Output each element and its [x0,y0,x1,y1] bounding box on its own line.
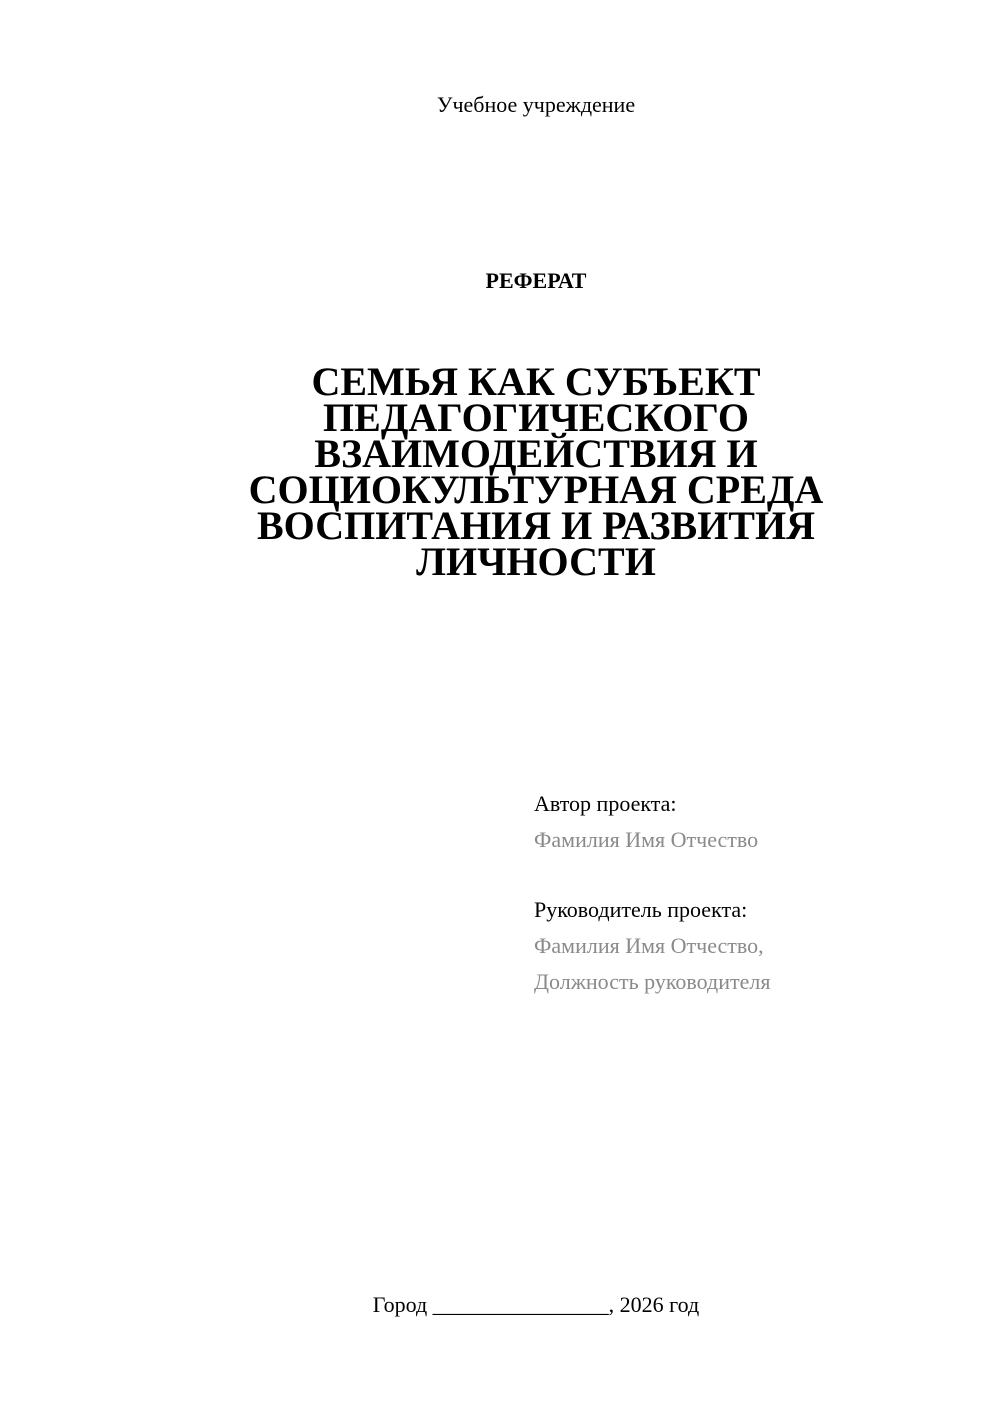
author-label: Автор проекта: [534,791,677,816]
document-title: СЕМЬЯ КАК СУБЪЕКТ ПЕДАГОГИЧЕСКОГО ВЗАИМОДЕЙСТВИЯ И СОЦИОКУЛЬТУРНАЯ СРЕДА ВОСПИТАНИЯ И РАЗВИТИЯ ЛИЧНОСТИ [248,359,824,584]
supervisor-name: Фамилия Имя Отчество, [534,933,764,958]
author-name: Фамилия Имя Отчество [534,827,759,852]
city-year-line: Город ________________, 2026 год [372,1292,700,1317]
authors-block [534,786,954,1000]
institution-name: Учебное учреждение [436,92,636,117]
document-type: РЕФЕРАТ [485,268,587,293]
supervisor-label: Руководитель проекта: [534,897,748,922]
supervisor-position: Должность руководителя [534,969,771,994]
spacer [534,858,954,892]
